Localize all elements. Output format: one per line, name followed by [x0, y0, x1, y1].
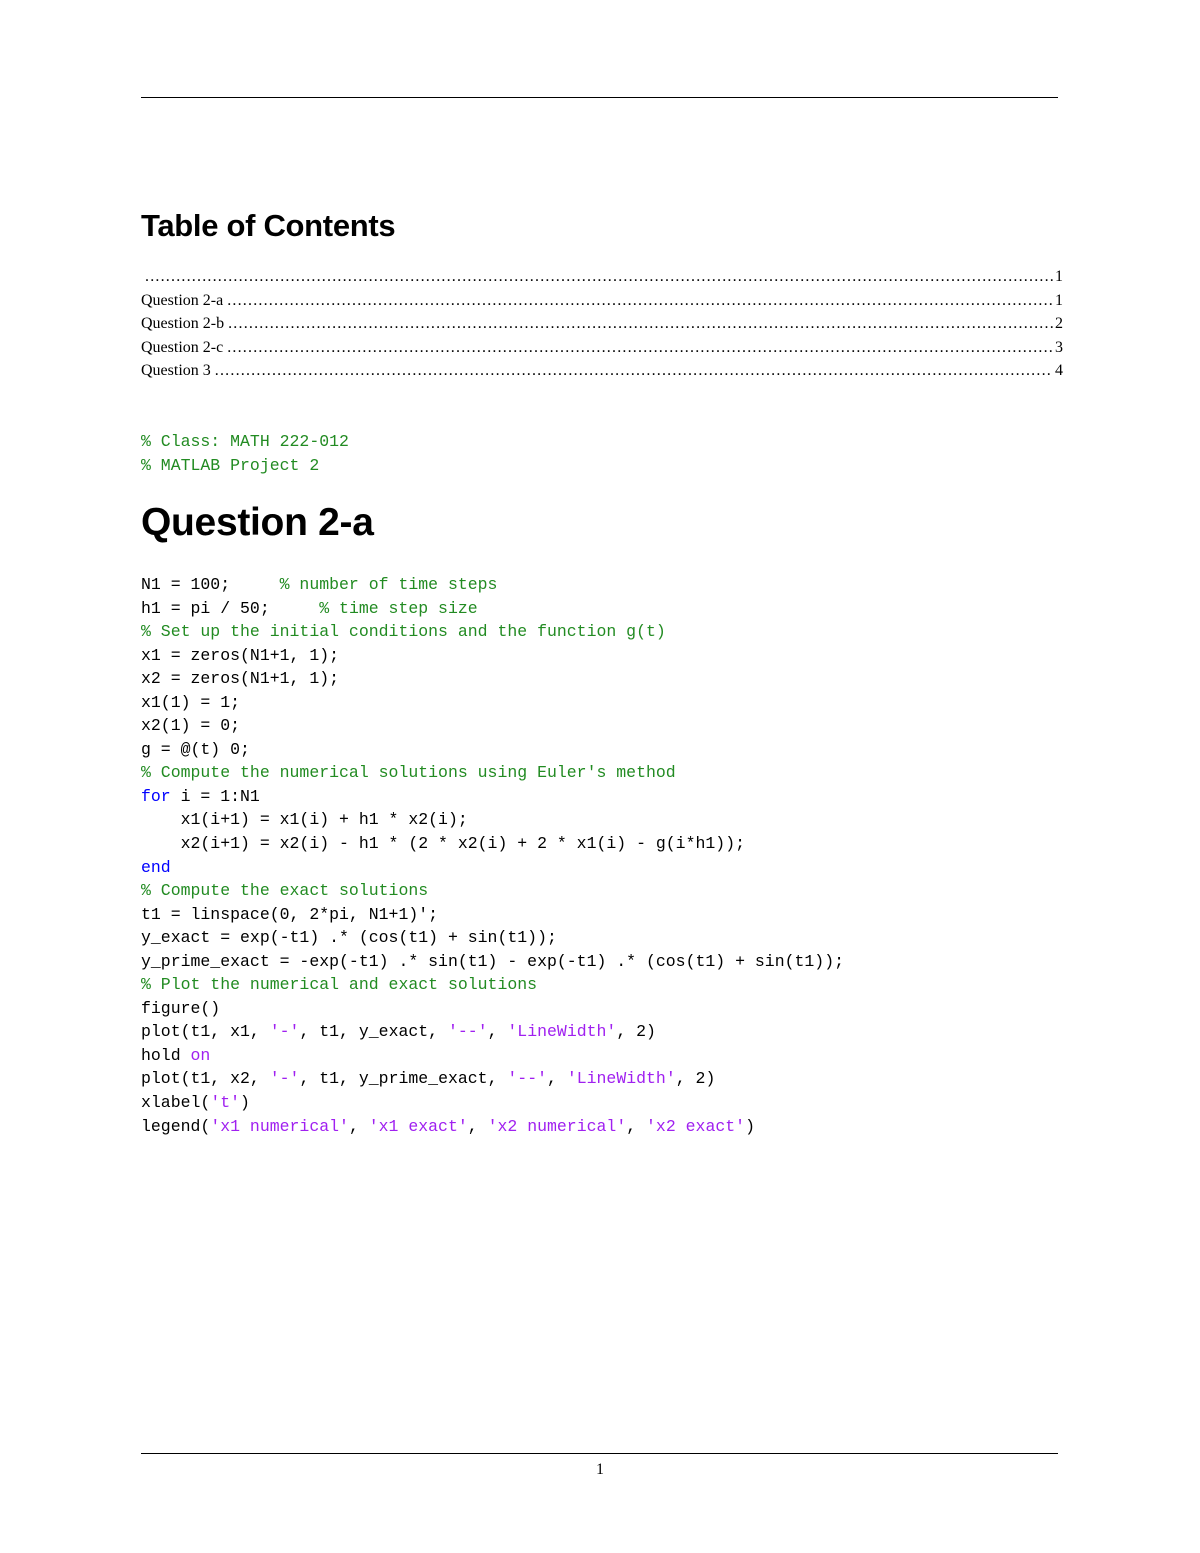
code-line: hold on: [141, 1045, 211, 1065]
code-comment: % number of time steps: [279, 575, 498, 594]
code-line: x1 = zeros(N1+1, 1);: [141, 645, 340, 665]
toc-entry-question-3[interactable]: [141, 359, 1063, 383]
section-title: Question 2-a: [141, 501, 374, 544]
toc-entry-question-2b[interactable]: [141, 312, 1063, 336]
toc-entry-page: 4: [1055, 362, 1063, 379]
code-keyword: end: [141, 857, 171, 877]
code-comment: % time step size: [319, 598, 478, 618]
table-of-contents: [141, 265, 1063, 383]
code-string: 't': [210, 1093, 241, 1113]
code-string: '--': [507, 1069, 547, 1089]
toc-entry-question-2c[interactable]: [141, 336, 1063, 360]
toc-entry-page: 3: [1055, 338, 1063, 356]
code-string: on: [190, 1045, 211, 1065]
code-string: 'x1 numerical': [210, 1116, 349, 1136]
toc-entry-question-2a[interactable]: [141, 289, 1063, 313]
code-line: legend('x1 numerical', 'x1 exact', 'x2 numerical', 'x2 exact'): [141, 1116, 755, 1136]
code-string: 'LineWidth': [566, 1069, 676, 1089]
code-string: 'x2 numerical': [487, 1116, 627, 1136]
toc-entry-label: Question 3: [141, 362, 211, 379]
code-line: for i = 1:N1: [141, 786, 260, 806]
toc-entry-label: Question 2-c: [141, 338, 224, 356]
code-line: x1(i+1) = x1(i) + h1 * x2(i);: [141, 810, 468, 830]
code-line: g = @(t) 0;: [141, 739, 250, 759]
code-line: t1 = linspace(0, 2*pi, N1+1)';: [141, 904, 439, 924]
code-block: [141, 573, 844, 1138]
toc-leader-dots: [224, 312, 1053, 336]
code-line: xlabel('t'): [141, 1093, 250, 1113]
code-comment-line: % MATLAB Project 2: [141, 455, 320, 475]
toc-entry-page: 1: [1055, 268, 1063, 285]
code-line: N1 = 100; % number of time steps: [141, 575, 498, 594]
toc-entry-page: 2: [1055, 315, 1063, 332]
code-string: 'LineWidth': [507, 1022, 617, 1042]
code-string: '-': [269, 1069, 300, 1089]
header-rule: [141, 97, 1058, 98]
page-number: 1: [596, 1461, 604, 1478]
toc-entry[interactable]: [141, 265, 1063, 289]
code-string: '-': [269, 1022, 300, 1042]
code-comment-line: % Plot the numerical and exact solutions: [141, 975, 538, 995]
toc-entry-label: Question 2-b: [141, 315, 225, 332]
toc-leader-dots: [223, 289, 1053, 313]
code-comment-line: % Compute the exact solutions: [141, 881, 429, 901]
toc-leader-dots: [141, 265, 1053, 289]
code-comment-line: % Compute the numerical solutions using Euler's method: [141, 763, 676, 783]
toc-title: Table of Contents: [141, 208, 396, 243]
code-line: plot(t1, x2, '-', t1, y_prime_exact, '--', 'LineWidth', 2): [141, 1069, 716, 1089]
code-string: 'x1 exact': [368, 1116, 468, 1136]
code-line: y_exact = exp(-t1) .* (cos(t1) + sin(t1));: [141, 928, 557, 948]
code-line: x1(1) = 1;: [141, 692, 241, 712]
toc-leader-dots: [211, 359, 1053, 383]
code-line: plot(t1, x1, '-', t1, y_exact, '--', 'LineWidth', 2): [141, 1022, 656, 1042]
code-comment-line: % Class: MATH 222-012: [141, 432, 349, 451]
header-code-block: [141, 430, 349, 477]
toc-leader-dots: [223, 336, 1053, 360]
toc-entry-label: Question 2-a: [141, 291, 224, 309]
code-string: '--': [447, 1022, 488, 1042]
code-keyword: for: [141, 786, 171, 806]
code-string: 'x2 exact': [646, 1116, 746, 1136]
code-line: figure(): [141, 998, 221, 1018]
code-comment-line: % Set up the initial conditions and the function g(t): [141, 622, 666, 642]
code-line: y_prime_exact = -exp(-t1) .* sin(t1) - exp(-t1) .* (cos(t1) + sin(t1));: [141, 951, 845, 971]
code-line: x2 = zeros(N1+1, 1);: [141, 669, 340, 689]
toc-entry-page: 1: [1055, 291, 1063, 309]
code-line: h1 = pi / 50; % time step size: [141, 598, 478, 618]
footer-rule: [141, 1453, 1058, 1454]
code-line: x2(1) = 0;: [141, 716, 241, 736]
code-line: x2(i+1) = x2(i) - h1 * (2 * x2(i) + 2 * x1(i) - g(i*h1));: [141, 834, 745, 854]
